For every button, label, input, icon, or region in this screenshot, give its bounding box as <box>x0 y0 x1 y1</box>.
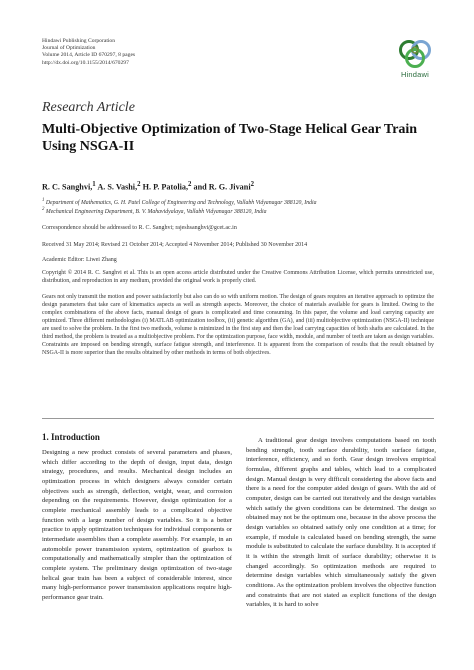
copyright-notice: Copyright © 2014 R. C. Sanghvi et al. This is an open access article distributed under the Creative Commons Attribution License, which permits unrestricted use, distribution, and reproduction in any medium, provided the original work is properly cited. <box>42 270 434 284</box>
affiliation-text: Department of Mathematics, G. H. Patel College of Engineering and Technology, Vallabh Vidyanagar 388120, India <box>45 199 317 206</box>
academic-editor: Academic Editor: Liwei Zhang <box>42 257 117 263</box>
publisher-name: Hindawi Publishing Corporation <box>42 38 116 44</box>
author-name: H. P. Patolia, <box>142 182 189 192</box>
section-divider <box>42 418 434 419</box>
author-sup: 2 <box>250 181 255 188</box>
author-name: A. S. Vashi, <box>97 182 138 192</box>
body-column-right: A traditional gear design involves computations based on tooth bending strength, tooth surface durability, tooth surface fatigue, interference, efficiency, and so forth. Gear design involves empirical formulas, different graphs and tables, which lead to a complicated design. Manual design is very difficult considering the above facts and there is a need for the computer aided design of gears. With the aid of computer, design can be carried out iteratively and the design variables which satisfy the given conditions can be determined. The design so obtained may not be the optimum one, because in the above process the design variables so obtained satisfy only one condition at a time; for example, if module is calculated based on bending strength, the same module is substituted to calculate the surface durability. It is accepted if it is within the strength limit of surface durability; otherwise it is changed accordingly. So optimization methods are required to determine design variables which simultaneously satisfy the given conditions. As the optimization problem involves the objective function and constraints that are not stated as explicit functions of the design variables, it is hard to solve <box>246 437 436 609</box>
author-name: R. C. Sanghvi, <box>42 182 93 192</box>
journal-masthead <box>42 38 135 67</box>
doi-link[interactable]: http://dx.doi.org/10.1155/2014/670297 <box>42 59 129 66</box>
author-list <box>42 181 254 192</box>
article-type: Research Article <box>42 100 135 115</box>
article-title: Multi-Objective Optimization of Two-Stage Helical Gear Train Using NSGA-II <box>42 122 418 154</box>
affiliation-sup: 2 <box>42 207 45 212</box>
affiliation <box>42 207 267 215</box>
correspondence-note: Correspondence should be addressed to R. C. Sanghvi; rajeshsanghvi@gcet.ac.in <box>42 225 237 231</box>
hindawi-logo <box>392 38 438 82</box>
journal-name: Journal of Optimization <box>42 45 96 52</box>
volume-info: Volume 2014, Article ID 670297, 8 pages <box>42 52 136 59</box>
author-sup: 1 <box>92 181 96 188</box>
body-column-left: Designing a new product consists of several parameters and phases, which differ according to the depth of design, input data, design strategy, procedures, and results. Mechanical design includes an optimization process in which designers always consider certain objectives such as strength, deflection, weight, wear, and corrosion depending on the requirements. However, design optimization for a complete mechanical assembly leads to a complicated objective function with a large number of design variables. So it is a better practice to apply optimization techniques for individual components or intermediate assemblies than a complete assembly. For example, in an automobile power transmission system, optimization of gearbox is computationally and mathematically simpler than the optimization of complete system. The preliminary design optimization of two-stage helical gear train has been a subject of considerable interest, since many high-performance power transmission applications require high-performance gear train. <box>42 449 232 601</box>
section-heading: 1. Introduction <box>42 432 100 442</box>
affiliation-sup: 1 <box>42 198 45 203</box>
author-name: and R. G. Jivani <box>193 182 251 192</box>
hindawi-wordmark: Hindawi <box>400 70 430 79</box>
publication-dates: Received 31 May 2014; Revised 21 October 2014; Accepted 4 November 2014; Published 30 November 2014 <box>42 242 308 248</box>
hindawi-rings-icon <box>397 38 433 69</box>
affiliation <box>42 198 317 206</box>
author-sup: 2 <box>137 181 141 188</box>
affiliation-text: Mechanical Engineering Department, B. V. Mahavidyalaya, Vallabh Vidyanagar 388120, India <box>45 208 267 215</box>
abstract-text: Gears not only transmit the motion and power satisfactorily but also can do so with uniform motion. The design of gears requires an iterative approach to optimize the design parameters that take care of kinematics aspects as well as strength aspects. Moreover, the choice of materials available for gears is limited. Owing to the complex combinations of the above facts, manual design of gears is complicated and time consuming. In this paper, the volume and load carrying capacity are optimized. Three different methodologies (i) MATLAB optimization toolbox, (ii) genetic algorithm (GA), and (iii) multiobjective optimization (NSGA-II) technique are used to solve the problem. In the first two methods, volume is minimized in the first step and then the load carrying capacities of both shafts are calculated. In the third method, the problem is treated as a multiobjective problem. For the optimization purpose, face width, module, and number of teeth are taken as design variables. Constraints are imposed on bending strength, surface fatigue strength, and interference. It is apparent from the comparison of results that the result obtained by NSGA-II is more superior than the results obtained by other methods in terms of both objectives. <box>42 294 434 356</box>
author-sup: 2 <box>188 181 192 188</box>
